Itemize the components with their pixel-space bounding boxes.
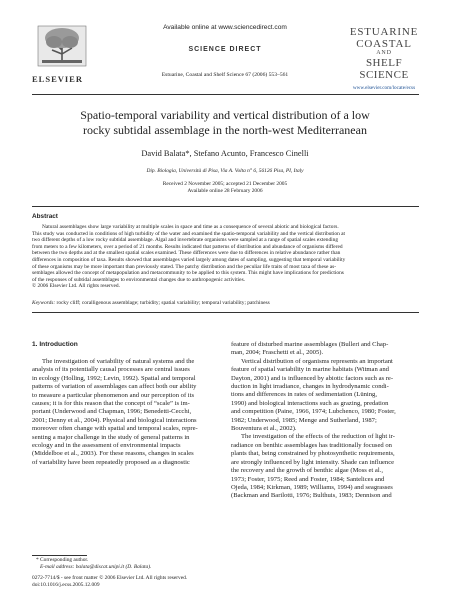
intro-right-line: man, 2004; Fraschetti et al., 2005). — [231, 349, 324, 357]
intro-right-line: 1973; Foster, 1975; Reed and Foster, 1984; Santelices and — [231, 475, 385, 483]
keywords-list: rocky cliff; coralligenous assemblage; turbidity; spatial variability; temporal variability; patchiness — [56, 300, 270, 306]
intro-left-line: ecology and in the assessment of environmental impacts — [32, 442, 181, 450]
article-title — [20, 108, 430, 138]
intro-left-line: of variability have been repeatedly proposed as a diagnostic — [32, 458, 190, 466]
intro-right-line: Dayton, 2001) and is influenced by abiotic factors such as re- — [231, 374, 394, 382]
journal-title-line: ESTUARINE — [349, 26, 419, 38]
intro-left-line: 2001; Denny et al., 2004). Physical and biological interactions — [32, 416, 197, 424]
abstract-bottom-rule — [32, 312, 419, 313]
footer-doi[interactable]: doi:10.1016/j.ecss.2005.12.009 — [32, 581, 100, 588]
abstract-line: of these organisms may be more important than previously stated. The patchy distribution and the peculiar life traits of most taxa of these as- — [32, 263, 336, 270]
intro-left-line: portant (Underwood and Chapman, 1996; Benedetti-Cecchi, — [32, 408, 192, 416]
intro-right-line: feature of spatial variability in marine habitats (Witman and — [231, 366, 389, 374]
footnote — [32, 557, 220, 570]
intro-right-column — [231, 341, 419, 501]
abstract-line: between the two depths and at the smallest spatial scales examined. These differences were due to differences in relative abundance rather than — [32, 250, 341, 257]
header-rule — [32, 94, 419, 95]
intro-right-line: Vertical distribution of organisms represents an important — [241, 357, 393, 365]
journal-title-line: AND — [376, 50, 392, 56]
publisher-name: ELSEVIER — [32, 74, 83, 84]
footer-issn: 0272-7714/$ - see front matter © 2006 Elsevier Ltd. All rights reserved. — [32, 575, 188, 581]
abstract-heading: Abstract — [32, 213, 58, 220]
intro-left-column — [32, 358, 220, 467]
footnote-rule — [32, 555, 87, 556]
abstract-top-rule — [32, 206, 419, 207]
abstract-line: This study was conducted in conditions of high turbidity of the water and examined the spatio-temporal variability and the vertical distribution at — [32, 230, 346, 237]
intro-left-line: causes; it is for this reason that the concept of “scale” is im- — [32, 400, 190, 408]
journal-title-line: COASTAL — [356, 38, 412, 50]
intro-right-line: plants that, being constrained by photosynthetic requirements, — [231, 450, 395, 458]
article-title-line: rocky subtidal assemblage in the north-west Mediterranean — [83, 123, 367, 137]
intro-right-line: (Backman and Barilotti, 1976; Bulthuis, 1983; Dennison and — [231, 492, 392, 500]
abstract-copyright: © 2006 Elsevier Ltd. All rights reserved. — [32, 283, 120, 290]
intro-right-line: and competition (Paine, 1966, 1974; Lubchenco, 1980; Foster, — [231, 408, 396, 416]
intro-heading: 1. Introduction — [32, 341, 78, 348]
abstract-line: from meters to a few kilometers, over a period of 21 months. Results indicated that patterns of distribution and abundance of organisms differed — [32, 243, 343, 250]
intro-left-line: senting a major challenge in the study of general patterns in — [32, 433, 190, 441]
keywords-label: Keywords: — [32, 300, 56, 306]
abstract-line: Natural assemblages show large variability at multiple scales in space and time as a consequence of several abiotic and biological factors. — [42, 224, 339, 230]
intro-right-line: the recovery and the growth of benthic algae (Moss et al., — [231, 467, 383, 475]
intro-right-line: Bouventura et al., 2002). — [231, 425, 297, 433]
journal-title — [342, 26, 426, 81]
abstract-line: semblages allowed the concept of metapopulation and metacommunity to be applied to this system. This might have implications for predictions — [32, 270, 344, 277]
intro-right-line: The investigation of the effects of the reduction of light ir- — [241, 433, 395, 441]
intro-left-line: (Middelboe et al., 2003). For these reasons, changes in scales — [32, 450, 194, 458]
elsevier-logo — [32, 24, 92, 84]
abstract-line: differences in composition of taxa. Results showed that assemblages varied largely among dates of sampling, suggesting that temporal variability — [32, 256, 346, 263]
intro-left-line: patterns of variation of assemblages can affect both our ability — [32, 383, 197, 391]
abstract-line: two different depths of a low rocky subtidal assemblage. Algal and invertebrate organisms were sampled at a range of spatial scales extending — [32, 237, 339, 244]
abstract-body — [32, 224, 419, 290]
journal-citation: Estuarine, Coastal and Shelf Science 67 (2006) 553–561 — [161, 72, 289, 78]
intro-left-line: analysis of its potentially causal processes are central issues — [32, 366, 190, 374]
intro-right-line: Ojeda, 1984; Kirkman, 1989; Williams, 1994) and seagrasses — [231, 483, 393, 491]
available-online: Available online at www.sciencedirect.com — [163, 24, 287, 31]
intro-right-line: tions and differences in rates of sedimentation (Lüning, — [231, 391, 377, 399]
footnote-email[interactable]: E-mail address: balata@discat.unipi.it (D. Balata). — [40, 563, 152, 570]
intro-right-line: are strongly influenced by light intensity. Shade can influence — [231, 458, 395, 466]
sciencedirect-wordmark: SCIENCE DIRECT — [188, 46, 262, 53]
elsevier-tree-icon — [32, 24, 92, 68]
journal-title-line: SHELF SCIENCE — [359, 57, 409, 81]
affiliation: Dip. Biologia, Università di Pisa, Via A. Volta n° 6, 56126 Pisa, PI, Italy — [146, 168, 304, 174]
intro-left-line: to measure a particular phenomenon and our perception of its — [32, 391, 195, 399]
sciencedirect-logo — [150, 38, 300, 52]
article-title-line: Spatio-temporal variability and vertical distribution of a low — [80, 108, 370, 122]
available-online-date: Available online 28 February 2006 — [187, 188, 263, 194]
intro-left-line: The investigation of variability of natural systems and the — [42, 358, 195, 365]
intro-right-line: feature of disturbed marine assemblages (Bulleri and Chap- — [231, 341, 389, 348]
footnote-corresponding: * Corresponding author. — [36, 557, 89, 563]
authors: David Balata*, Stefano Acunto, Francesco Cinelli — [141, 149, 309, 158]
footer — [32, 575, 332, 588]
received-date: Received 2 November 2005; accepted 21 December 2005 — [162, 181, 288, 187]
keywords — [32, 300, 419, 307]
intro-right-line: duction in light irradiance, changes in hydrodynamic condi- — [231, 383, 389, 391]
intro-left-line: moreover often change with spatial and temporal scales, repre- — [32, 425, 198, 433]
intro-right-line: 1982; Underwood, 1985; Menge and Sutherland, 1987; — [231, 416, 377, 424]
abstract-line: of the responses of subtidal assemblages to environmental changes due to anthropogenic activities. — [32, 276, 246, 283]
intro-right-line: radiance on benthic assemblages has traditionally focused on — [231, 441, 392, 449]
journal-url[interactable]: www.elsevier.com/locate/ecss — [352, 85, 416, 91]
intro-right-line: 1990) and biological interactions such as grazing, predation — [231, 399, 389, 407]
intro-left-line: in ecology (Holling, 1992; Levin, 1992). Spatial and temporal — [32, 374, 196, 382]
